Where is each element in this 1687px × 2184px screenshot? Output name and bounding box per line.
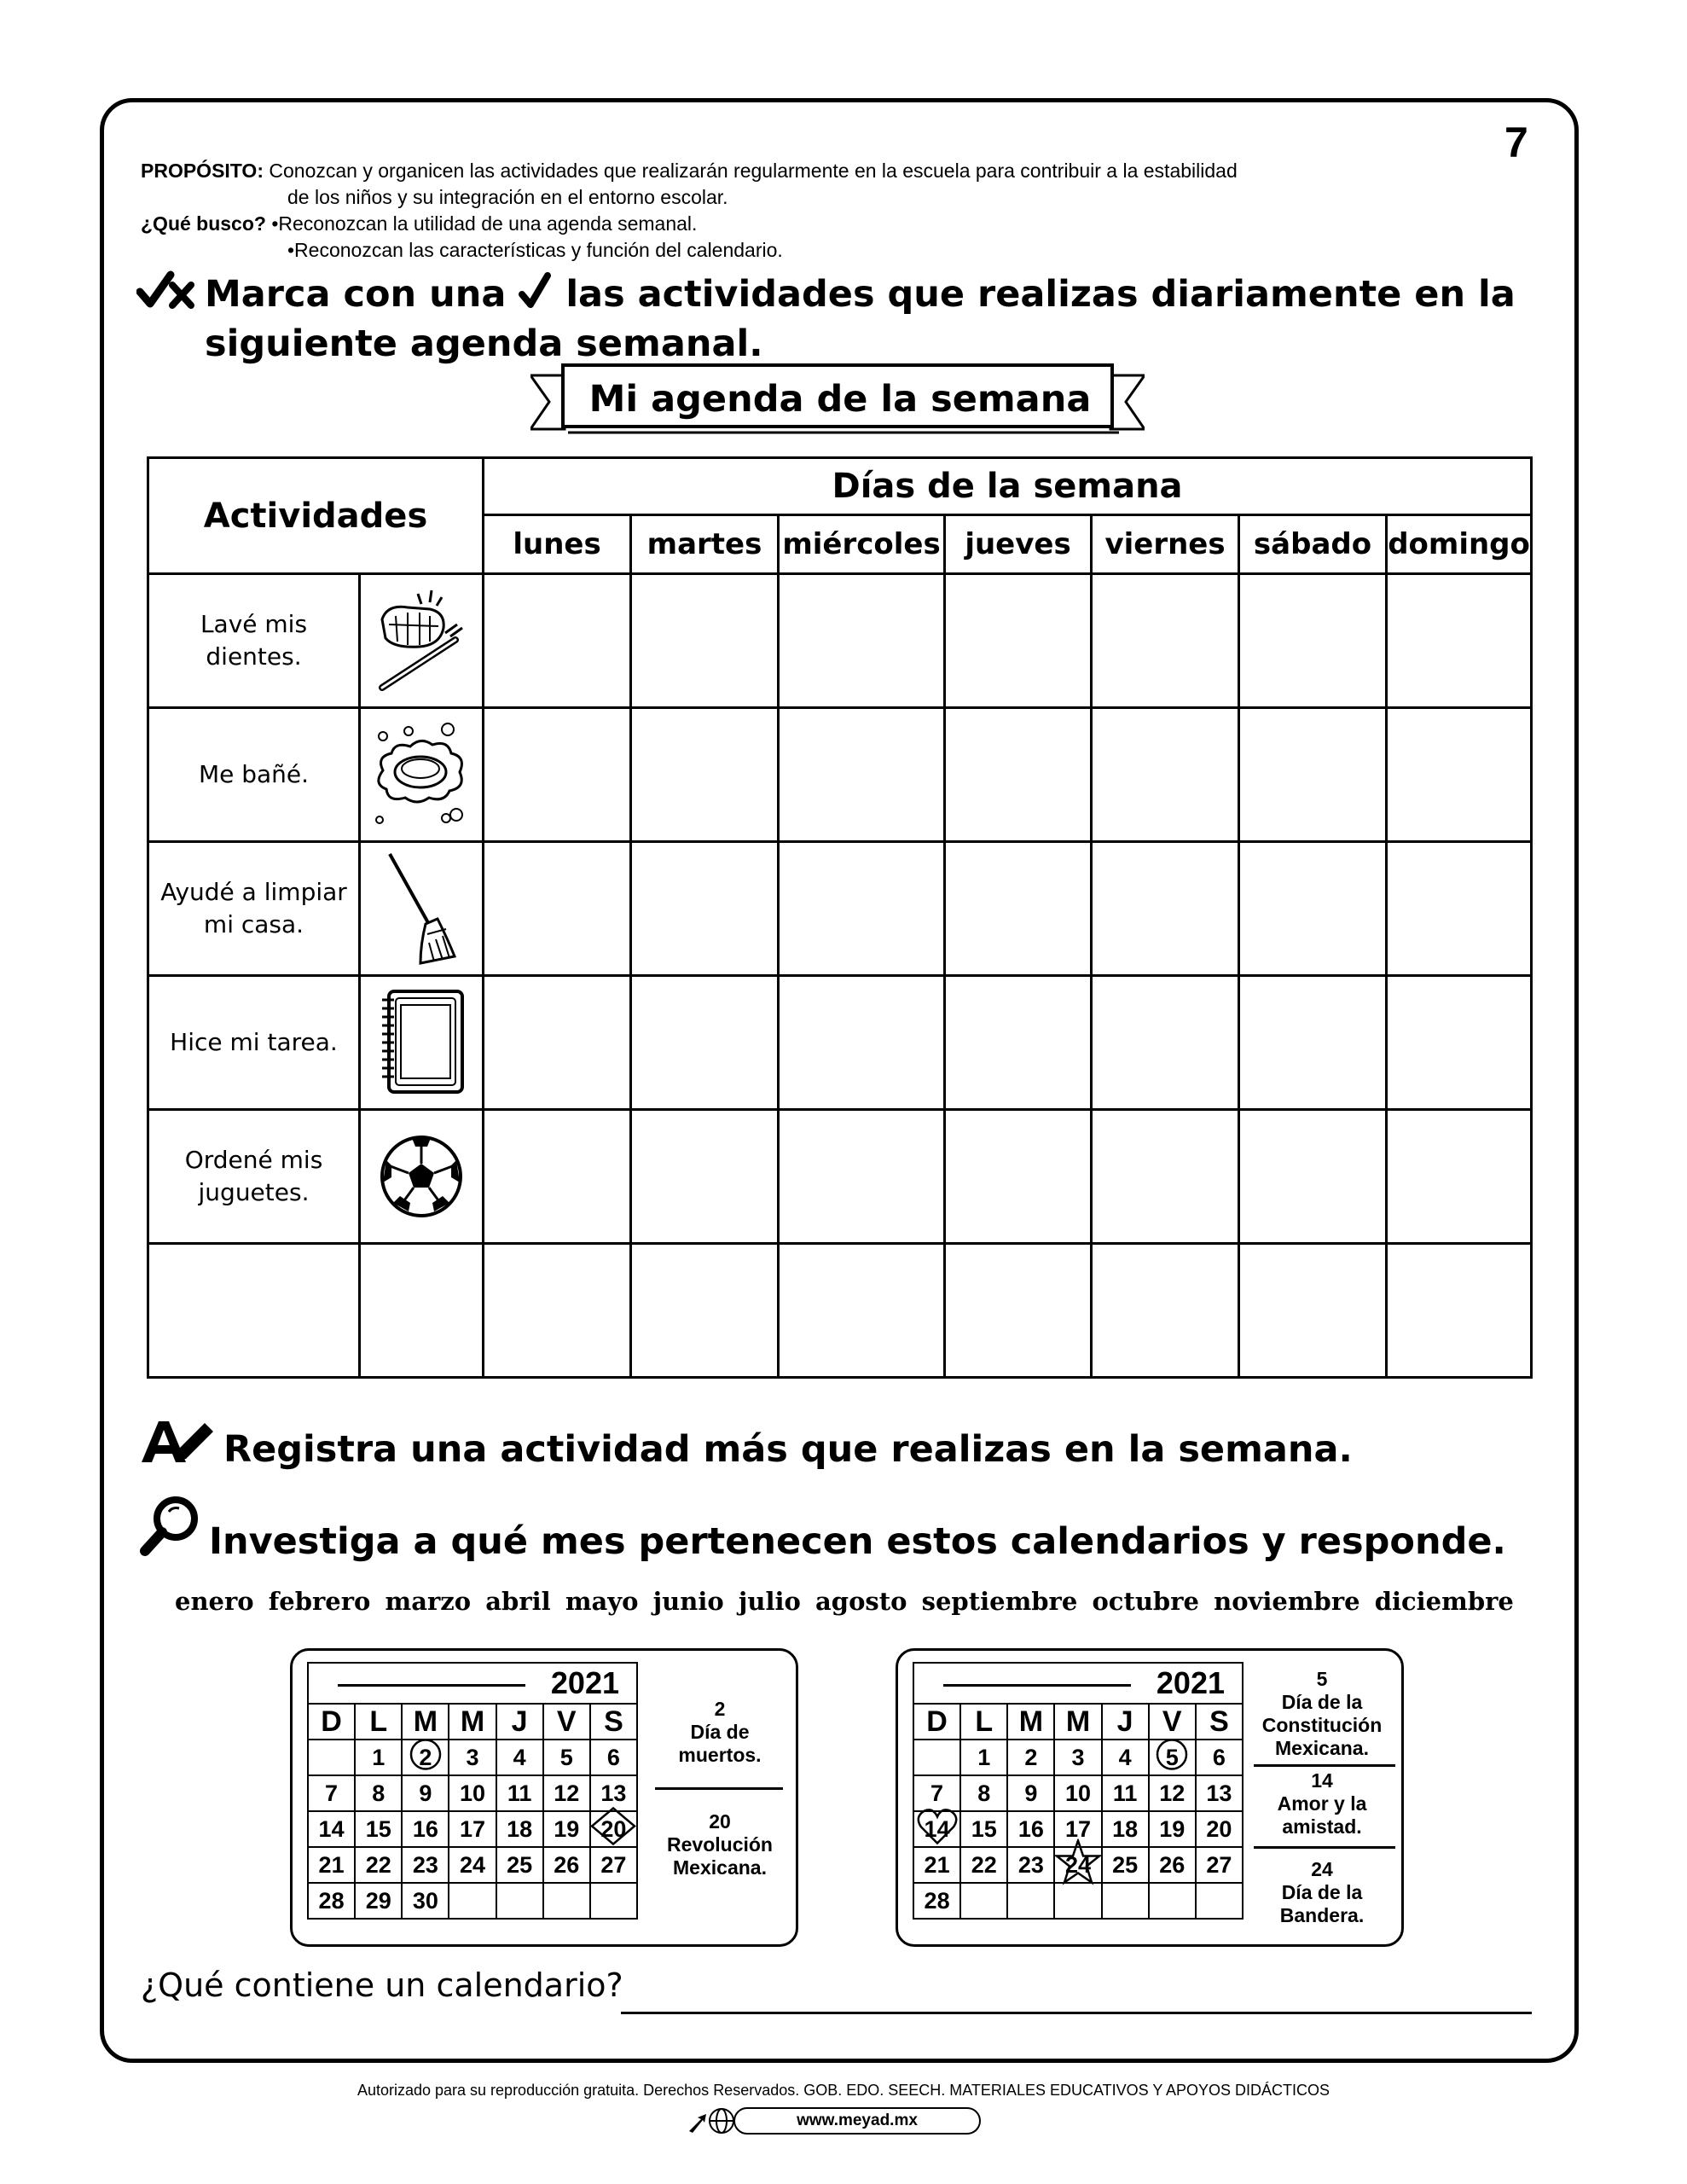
day-header: jueves (945, 515, 1092, 574)
calendar-day: 2 (402, 1740, 449, 1775)
calendar-day: 25 (1102, 1847, 1149, 1883)
calendar-day (496, 1883, 543, 1919)
month-word: enero (175, 1587, 254, 1616)
activity-label: Me bañé. (148, 708, 360, 842)
check-cell[interactable] (779, 708, 945, 842)
weekly-agenda-table (147, 456, 1533, 1379)
question-label: ¿Qué contiene un calendario? (141, 1966, 623, 2004)
calendar-day: 12 (543, 1775, 590, 1811)
check-cell[interactable] (1387, 1244, 1532, 1378)
check-cell[interactable] (1092, 842, 1239, 976)
check-cell[interactable] (1092, 976, 1239, 1110)
purpose-text-2: de los niños y su integración en el entorno escolar. (287, 186, 728, 208)
soap-icon (360, 708, 484, 842)
calendar-day: 28 (913, 1883, 960, 1919)
check-x-icon (136, 270, 198, 315)
calendar-day: 28 (308, 1883, 355, 1919)
calendar-day: 9 (1007, 1775, 1054, 1811)
check-cell[interactable] (1387, 1110, 1532, 1244)
check-cell[interactable] (1387, 842, 1532, 976)
calendar-day (449, 1883, 496, 1919)
calendar-day (913, 1740, 960, 1775)
calendar-week (913, 1740, 1243, 1775)
answer-line[interactable] (621, 2012, 1532, 2014)
weekday-header: M (1054, 1704, 1101, 1740)
calendar-day: 25 (496, 1847, 543, 1883)
activities-header: Actividades (148, 458, 484, 574)
check-cell[interactable] (1239, 1110, 1387, 1244)
calendar-day: 18 (1102, 1811, 1149, 1847)
calendar-day: 2 (1007, 1740, 1054, 1775)
weekday-header: D (308, 1704, 355, 1740)
day-header: lunes (484, 515, 631, 574)
calendar-day: 13 (590, 1775, 637, 1811)
calendar-day: 10 (1054, 1775, 1101, 1811)
footer-text: Autorizado para su reproducción gratuita. Derechos Reservados. GOB. EDO. SEECH. MATERIALES EDUCATIVOS Y APOYOS DIDÁCTICOS (357, 2082, 1330, 2099)
note-divider (1254, 1846, 1395, 1849)
banner-title: Mi agenda de la semana (588, 378, 1092, 421)
check-cell[interactable] (1092, 708, 1239, 842)
calendar-year: 2021 (550, 1665, 619, 1700)
month-word: mayo (565, 1587, 639, 1616)
activity-row (148, 842, 1532, 976)
weekday-header: J (496, 1704, 543, 1740)
seek-text-1: •Reconozcan la utilidad de una agenda semanal. (271, 212, 698, 235)
calendar-day: 7 (308, 1775, 355, 1811)
calendar-day: 15 (355, 1811, 402, 1847)
check-cell[interactable] (631, 842, 779, 976)
blank-activity-field[interactable] (148, 1244, 360, 1378)
weekday-header: M (402, 1704, 449, 1740)
calendar-week (308, 1811, 637, 1847)
calendar-week (308, 1740, 637, 1775)
activity-label: Ayudé a limpiar mi casa. (148, 842, 360, 976)
calendar-week (308, 1883, 637, 1919)
day-header: martes (631, 515, 779, 574)
soccer-ball-icon (360, 1110, 484, 1244)
calendar-title-row (308, 1663, 637, 1704)
check-cell[interactable] (1239, 842, 1387, 976)
check-cell[interactable] (1092, 1244, 1239, 1378)
check-cell[interactable] (631, 574, 779, 708)
calendar-day: 4 (1102, 1740, 1149, 1775)
calendar-day: 21 (913, 1847, 960, 1883)
calendar-day: 3 (1054, 1740, 1101, 1775)
calendar-day (543, 1883, 590, 1919)
calendar-day: 17 (449, 1811, 496, 1847)
check-cell[interactable] (1387, 574, 1532, 708)
check-cell[interactable] (1239, 708, 1387, 842)
instruction-register: Registra una actividad más que realizas en la semana. (223, 1428, 1353, 1471)
calendar-day: 5 (1149, 1740, 1196, 1775)
weekday-header: D (913, 1704, 960, 1740)
check-cell[interactable] (484, 842, 631, 976)
day-header: domingo (1387, 515, 1532, 574)
month-word: octubre (1092, 1587, 1199, 1616)
purpose-text-1: Conozcan y organicen las actividades que realizarán regularmente en la escuela para contribuir a la estabilidad (269, 160, 1238, 182)
calendar-day: 22 (355, 1847, 402, 1883)
check-cell[interactable] (1239, 574, 1387, 708)
month-word: febrero (268, 1587, 371, 1616)
calendar-day (960, 1883, 1007, 1919)
broom-icon (360, 842, 484, 976)
calendar-day: 8 (960, 1775, 1007, 1811)
calendar-day (1102, 1883, 1149, 1919)
calendar-day: 24 (1054, 1847, 1101, 1883)
check-cell[interactable] (1092, 1110, 1239, 1244)
calendar-day: 30 (402, 1883, 449, 1919)
calendar-grid (913, 1662, 1244, 1920)
seek-text-2: •Reconozcan las características y función del calendario. (287, 239, 783, 261)
instruction-check (205, 271, 1516, 367)
day-header: viernes (1092, 515, 1239, 574)
purpose-label: PROPÓSITO: (141, 160, 264, 182)
calendar-day: 13 (1196, 1775, 1243, 1811)
calendar-week (308, 1775, 637, 1811)
weekday-header: L (355, 1704, 402, 1740)
check-cell[interactable] (484, 976, 631, 1110)
calendar-day: 6 (1196, 1740, 1243, 1775)
seek-label: ¿Qué busco? (141, 212, 266, 235)
calendar-day: 9 (402, 1775, 449, 1811)
check-cell[interactable] (1387, 976, 1532, 1110)
calendar-day: 23 (402, 1847, 449, 1883)
calendar-day: 5 (543, 1740, 590, 1775)
calendar-day: 1 (355, 1740, 402, 1775)
activity-row (148, 976, 1532, 1110)
calendar-day: 11 (1102, 1775, 1149, 1811)
calendar-day: 20 (1196, 1811, 1243, 1847)
activity-label: Hice mi tarea. (148, 976, 360, 1110)
calendar-day: 14 (913, 1811, 960, 1847)
activity-row (148, 1110, 1532, 1244)
calendar-day: 29 (355, 1883, 402, 1919)
calendar-day (1054, 1883, 1101, 1919)
weekday-header: S (590, 1704, 637, 1740)
calendar-day: 16 (1007, 1811, 1054, 1847)
activity-row (148, 708, 1532, 842)
weekday-header: J (1102, 1704, 1149, 1740)
calendar-day: 19 (543, 1811, 590, 1847)
instruction-check-part2: las actividades que realizas diariamente en la (565, 273, 1516, 316)
calendar-day: 14 (308, 1811, 355, 1847)
month-word: agosto (815, 1587, 907, 1616)
calendar-day: 15 (960, 1811, 1007, 1847)
calendar-day: 19 (1149, 1811, 1196, 1847)
note-divider (1254, 1764, 1395, 1767)
activity-label: Ordené mis juguetes. (148, 1110, 360, 1244)
calendar-year: 2021 (1156, 1665, 1225, 1700)
calendar-title-row (913, 1663, 1243, 1704)
calendar-day: 1 (960, 1740, 1007, 1775)
calendar-day (590, 1883, 637, 1919)
calendar-day: 26 (543, 1847, 590, 1883)
check-cell[interactable] (945, 708, 1092, 842)
check-cell[interactable] (631, 1244, 779, 1378)
month-word: junio (652, 1587, 724, 1616)
weekday-header: V (543, 1704, 590, 1740)
month-blank[interactable] (943, 1684, 1131, 1687)
calendar-day: 4 (496, 1740, 543, 1775)
weekday-header: M (1007, 1704, 1054, 1740)
calendar-day: 10 (449, 1775, 496, 1811)
check-cell[interactable] (779, 1110, 945, 1244)
check-cell[interactable] (484, 1244, 631, 1378)
month-word: diciembre (1374, 1587, 1514, 1616)
checkmark-icon (519, 272, 553, 321)
calendar-note: 2 Día de muertos. (678, 1698, 762, 1766)
calendar-day (1007, 1883, 1054, 1919)
check-cell[interactable] (945, 842, 1092, 976)
check-cell[interactable] (1239, 1244, 1387, 1378)
instruction-investigate: Investiga a qué mes pertenecen estos calendarios y responde. (209, 1520, 1506, 1563)
calendar-day: 8 (355, 1775, 402, 1811)
check-cell[interactable] (945, 1244, 1092, 1378)
month-word: noviembre (1214, 1587, 1360, 1616)
check-cell[interactable] (484, 708, 631, 842)
days-header: Días de la semana (484, 458, 1532, 515)
calendar-day: 27 (590, 1847, 637, 1883)
calendar-day: 12 (1149, 1775, 1196, 1811)
magnifier-icon (138, 1495, 203, 1564)
calendar-day (1149, 1883, 1196, 1919)
month-word: abril (485, 1587, 551, 1616)
day-header: sábado (1239, 515, 1387, 574)
page-number: 7 (1504, 119, 1528, 166)
calendar-day: 3 (449, 1740, 496, 1775)
calendar-day: 20 (590, 1811, 637, 1847)
calendar-grid (307, 1662, 638, 1920)
check-cell[interactable] (631, 1110, 779, 1244)
check-cell[interactable] (779, 574, 945, 708)
calendar-day (308, 1740, 355, 1775)
instruction-check-part1: Marca con una (205, 273, 507, 316)
check-cell[interactable] (1239, 976, 1387, 1110)
weekday-header: S (1196, 1704, 1243, 1740)
check-cell[interactable] (945, 574, 1092, 708)
calendar-note: 24 Día de la Bandera. (1279, 1858, 1365, 1926)
check-cell[interactable] (484, 574, 631, 708)
month-word: septiembre (921, 1587, 1078, 1616)
check-cell[interactable] (1387, 708, 1532, 842)
calendar-day: 23 (1007, 1847, 1054, 1883)
check-cell[interactable] (779, 842, 945, 976)
pencil-letter-icon (138, 1416, 215, 1472)
check-cell[interactable] (945, 976, 1092, 1110)
calendar-note: 14 Amor y la amistad. (1277, 1769, 1367, 1838)
cursor-globe-icon (687, 2106, 739, 2140)
calendar-day: 11 (496, 1775, 543, 1811)
calendar-day: 27 (1196, 1847, 1243, 1883)
calendar-day: 16 (402, 1811, 449, 1847)
check-cell[interactable] (631, 708, 779, 842)
activity-label: Lavé mis dientes. (148, 574, 360, 708)
calendar-week (913, 1811, 1243, 1847)
weekday-header: L (960, 1704, 1007, 1740)
check-cell[interactable] (631, 976, 779, 1110)
calendar-day: 26 (1149, 1847, 1196, 1883)
calendar-day: 6 (590, 1740, 637, 1775)
check-cell[interactable] (484, 1110, 631, 1244)
month-list (175, 1587, 1514, 1616)
notebook-icon (360, 976, 484, 1110)
calendar-week (308, 1847, 637, 1883)
month-word: marzo (385, 1587, 472, 1616)
instruction-check-line2: siguiente agenda semanal. (205, 322, 763, 365)
activity-row-blank (148, 1244, 1532, 1378)
month-word: julio (738, 1587, 801, 1616)
month-blank[interactable] (338, 1684, 525, 1687)
weekday-header: M (449, 1704, 496, 1740)
activity-row (148, 574, 1532, 708)
calendar-week (913, 1775, 1243, 1811)
calendar-note: 5 Día de la Constitución Mexicana. (1261, 1668, 1383, 1759)
check-cell[interactable] (779, 1244, 945, 1378)
calendar-day: 18 (496, 1811, 543, 1847)
website-link[interactable]: www.meyad.mx (733, 2107, 981, 2135)
calendar-day: 17 (1054, 1811, 1101, 1847)
calendar-day: 22 (960, 1847, 1007, 1883)
weekday-header: V (1149, 1704, 1196, 1740)
toothbrush-icon (360, 574, 484, 708)
calendar-day: 21 (308, 1847, 355, 1883)
blank-icon-cell[interactable] (360, 1244, 484, 1378)
check-cell[interactable] (779, 976, 945, 1110)
note-divider (655, 1787, 783, 1790)
day-header: miércoles (779, 515, 945, 574)
calendar-day: 24 (449, 1847, 496, 1883)
check-cell[interactable] (945, 1110, 1092, 1244)
calendar-week (913, 1883, 1243, 1919)
calendar-day (1196, 1883, 1243, 1919)
check-cell[interactable] (1092, 574, 1239, 708)
calendar-week (913, 1847, 1243, 1883)
calendar-day: 7 (913, 1775, 960, 1811)
purpose-block (141, 158, 1238, 264)
calendar-note: 20 Revolución Mexicana. (667, 1810, 773, 1879)
